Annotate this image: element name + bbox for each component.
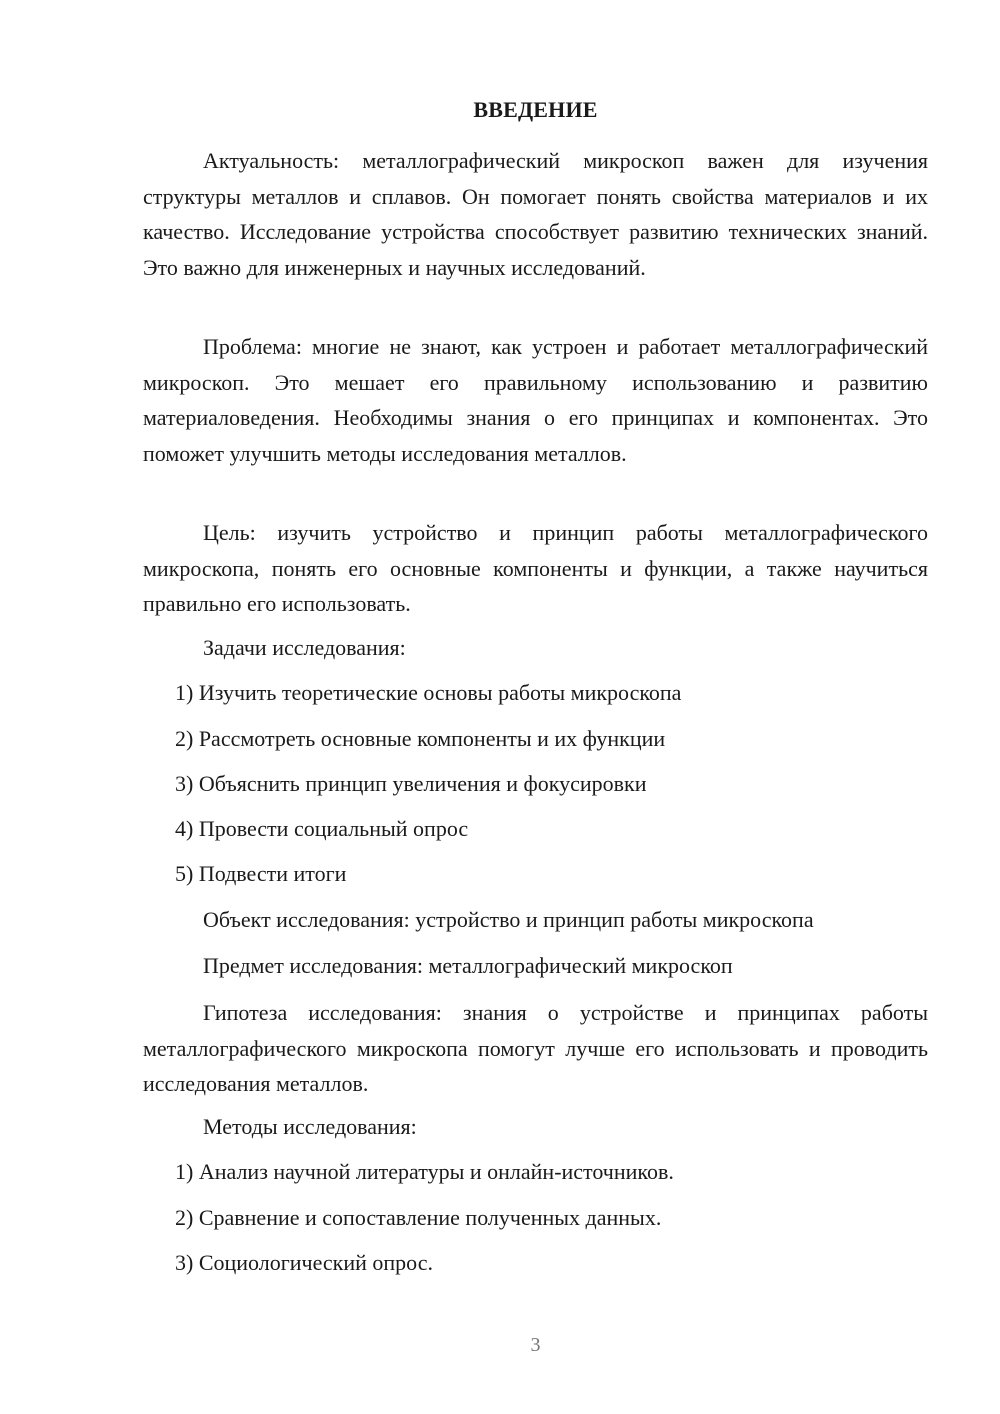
page-number: 3 xyxy=(530,1334,541,1356)
method-item: 2) Сравнение и сопоставление полученных данных. xyxy=(175,1205,662,1230)
methods-title: Методы исследования: xyxy=(203,1114,417,1139)
tasks-title: Задачи исследования: xyxy=(203,635,406,660)
research-object: Объект исследования: устройство и принцип работы микроскопа xyxy=(203,907,814,932)
hypothesis-paragraph: Гипотеза исследования: знания о устройстве и принципах работы металлографического микроскопа помогут лучше его использовать и проводить исследования металлов. xyxy=(143,1000,928,1096)
task-item: 1) Изучить теоретические основы работы микроскопа xyxy=(175,680,682,705)
method-item: 1) Анализ научной литературы и онлайн-источников. xyxy=(175,1159,674,1184)
task-item: 5) Подвести итоги xyxy=(175,861,347,886)
method-item: 3) Социологический опрос. xyxy=(175,1250,433,1275)
goal-paragraph: Цель: изучить устройство и принцип работы металлографического микроскопа, понять его основные компоненты и функции, а также научиться правильно его использовать. xyxy=(143,520,928,616)
task-item: 2) Рассмотреть основные компоненты и их функции xyxy=(175,726,666,751)
research-subject: Предмет исследования: металлографический микроскоп xyxy=(203,953,733,978)
section-heading: ВВЕДЕНИЕ xyxy=(473,97,598,122)
problem-paragraph: Проблема: многие не знают, как устроен и работает металлографический микроскоп. Это мешает его правильному использованию и развитию материаловедения. Необходимы знания о его принципах и компонентах. Это поможет улучшить методы исследования металлов. xyxy=(143,334,928,466)
document-page xyxy=(143,0,928,1414)
relevance-paragraph: Актуальность: металлографический микроскоп важен для изучения структуры металлов и сплавов. Он помогает понять свойства материалов и их качество. Исследование устройства способствует развитию технических знаний. Это важно для инженерных и научных исследований. xyxy=(143,148,928,280)
task-item: 3) Объяснить принцип увеличения и фокусировки xyxy=(175,771,647,796)
task-item: 4) Провести социальный опрос xyxy=(175,816,469,841)
